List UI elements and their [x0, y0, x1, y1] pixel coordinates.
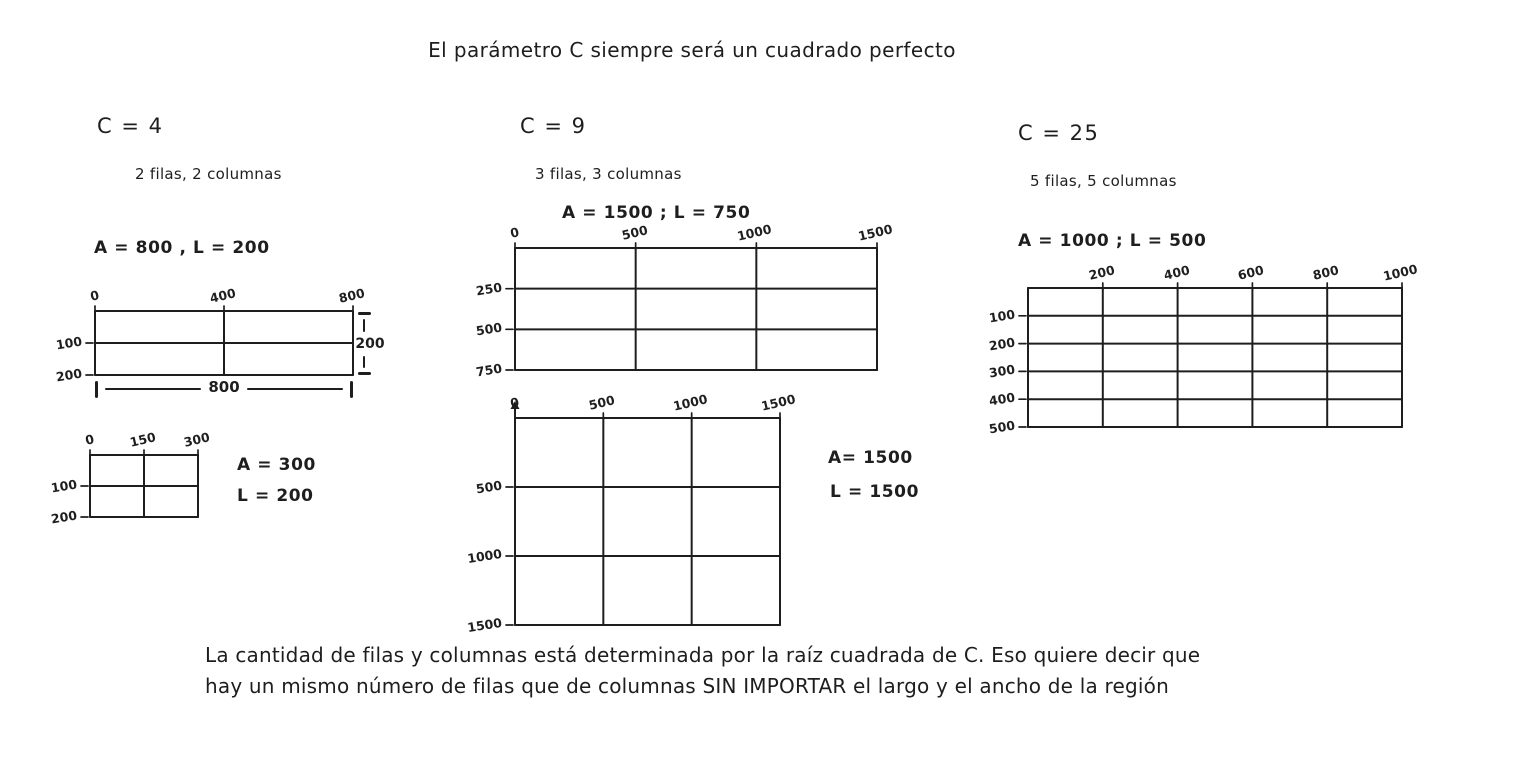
x-tick-label: 0: [508, 394, 521, 411]
footer-text-line1: La cantidad de filas y columnas está determinada por la raíz cuadrada de C. Eso quiere decir que: [205, 643, 1201, 667]
x-tick-label: 0: [88, 287, 101, 304]
section-c25-subheading: 5 filas, 5 columnas: [1030, 172, 1177, 190]
y-tick-label: 100: [987, 306, 1017, 326]
y-tick-label: 200: [54, 365, 84, 385]
note-c4-small-area: A = 300: [237, 455, 316, 475]
y-tick-label: 400: [987, 389, 1017, 409]
y-tick-label: 1000: [466, 545, 503, 567]
bracket-line: [363, 356, 366, 369]
section-c25-params: A = 1000 ; L = 500: [1018, 231, 1207, 251]
x-tick-label: 800: [337, 285, 367, 306]
bracket-endcap: [358, 312, 371, 315]
y-tick-label: 200: [987, 334, 1017, 354]
x-tick-label: 150: [128, 429, 158, 450]
footer-text-line2: hay un mismo número de filas que de columnas SIN IMPORTAR el largo y el ancho de la región: [205, 674, 1169, 698]
x-tick-label: 1000: [1381, 261, 1419, 284]
y-tick-label: 200: [49, 507, 79, 527]
x-tick-label: 500: [587, 392, 617, 413]
y-tick-label: 100: [49, 476, 79, 496]
grid-lines-svg: [1028, 288, 1402, 427]
y-tick-label: 500: [474, 319, 504, 339]
grid-c4-main: [54, 285, 367, 385]
section-c9-subheading: 3 filas, 3 columnas: [535, 165, 682, 183]
section-c9-params: A = 1500 ; L = 750: [562, 203, 751, 223]
x-tick-label: 1000: [671, 391, 709, 414]
height-dimension-bracket: [355, 312, 385, 375]
y-tick-label: 750: [474, 360, 504, 380]
grid-lines-svg: [95, 311, 353, 375]
y-tick-label: 1500: [466, 614, 503, 636]
y-tick-label: 250: [474, 279, 504, 299]
x-tick-label: 300: [182, 429, 212, 450]
grid-c4-small: [49, 429, 212, 527]
x-tick-label: 1500: [759, 391, 797, 414]
width-dimension-value: 800: [208, 378, 240, 396]
grid-c9-wide: [474, 221, 894, 380]
y-tick-label: 500: [987, 417, 1017, 437]
y-tick-label: 100: [54, 333, 84, 353]
x-tick-label: 400: [208, 285, 238, 306]
x-tick-label: 0: [508, 224, 521, 241]
grid-lines-svg: [90, 455, 198, 517]
y-tick-label: 300: [987, 361, 1017, 381]
width-dimension-bracket: [95, 380, 353, 398]
x-tick-label: 0: [83, 431, 96, 448]
x-tick-label: 800: [1311, 262, 1341, 283]
bracket-line: [363, 319, 366, 332]
section-c25-heading: C = 25: [1018, 121, 1100, 145]
y-tick-label: 500: [474, 477, 504, 497]
x-tick-label: 500: [619, 222, 649, 243]
bracket-endcap: [358, 372, 371, 375]
x-tick-label: 1500: [856, 221, 894, 244]
x-tick-label: 200: [1087, 262, 1116, 283]
bracket-line: [247, 388, 343, 391]
grid-lines-svg: [515, 248, 877, 370]
bracket-line: [105, 388, 201, 391]
bracket-endcap: [95, 381, 98, 398]
bracket-endcap: [350, 381, 353, 398]
grid-c9-square: [466, 391, 797, 636]
section-c4-heading: C = 4: [97, 114, 164, 138]
height-dimension-value: 200: [355, 335, 385, 352]
note-c9-square-area: A= 1500: [828, 448, 913, 468]
x-tick-label: 1000: [735, 221, 774, 244]
page-title: El parámetro C siempre será un cuadrado perfecto: [428, 38, 956, 62]
grid-c25: [987, 261, 1419, 437]
grid-lines-svg: [515, 418, 780, 625]
x-tick-label: 400: [1161, 262, 1191, 283]
x-tick-label: 600: [1236, 262, 1266, 283]
section-c9-heading: C = 9: [520, 114, 587, 138]
note-c4-small-length: L = 200: [237, 486, 314, 506]
section-c4-params: A = 800 , L = 200: [94, 238, 270, 258]
note-c9-square-length: L = 1500: [830, 482, 920, 502]
section-c4-subheading: 2 filas, 2 columnas: [135, 165, 282, 183]
